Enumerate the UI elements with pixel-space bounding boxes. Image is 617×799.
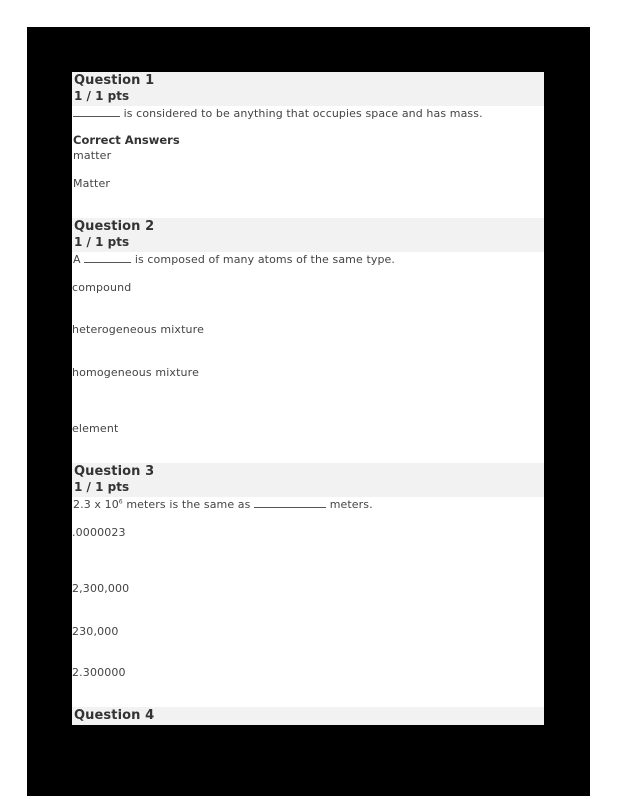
- question-3-header: [72, 463, 544, 497]
- answer-option: 2.300000: [72, 666, 126, 679]
- fill-blank: [84, 252, 131, 263]
- correct-answers-label: Correct Answers: [73, 133, 180, 147]
- quiz-page: [72, 72, 544, 725]
- answer-option: compound: [72, 281, 132, 294]
- question-3-text: 2.3 x $10^6$ meters is the same as meters.: [73, 498, 373, 511]
- question-2-title: Question 2: [74, 219, 155, 234]
- question-3-points: 1 / 1 pts: [74, 480, 130, 494]
- question-2-points: 1 / 1 pts: [74, 235, 130, 249]
- question-1-points: 1 / 1 pts: [74, 89, 130, 103]
- question-2-text: A is composed of many atoms of the same type.: [73, 253, 396, 266]
- answer-option: 2,300,000: [72, 582, 130, 595]
- answer-option: homogeneous mixture: [72, 366, 200, 379]
- question-2-header: [72, 218, 544, 252]
- answer-option: .0000023: [72, 526, 126, 539]
- question-3-title: Question 3: [74, 464, 155, 479]
- answer-option: heterogeneous mixture: [72, 323, 205, 336]
- answer-option: 230,000: [72, 625, 119, 638]
- answer-item: Matter: [73, 177, 111, 190]
- question-1-header: [72, 72, 544, 106]
- answer-item: matter: [73, 149, 112, 162]
- question-4-title: Question 4: [74, 708, 155, 723]
- fill-blank: [254, 497, 326, 508]
- answer-option: element: [72, 422, 119, 435]
- question-1-title: Question 1: [74, 73, 155, 88]
- question-4-header: [72, 707, 544, 725]
- question-1-text: is considered to be anything that occupies space and has mass.: [73, 106, 483, 120]
- fill-blank: [73, 106, 120, 117]
